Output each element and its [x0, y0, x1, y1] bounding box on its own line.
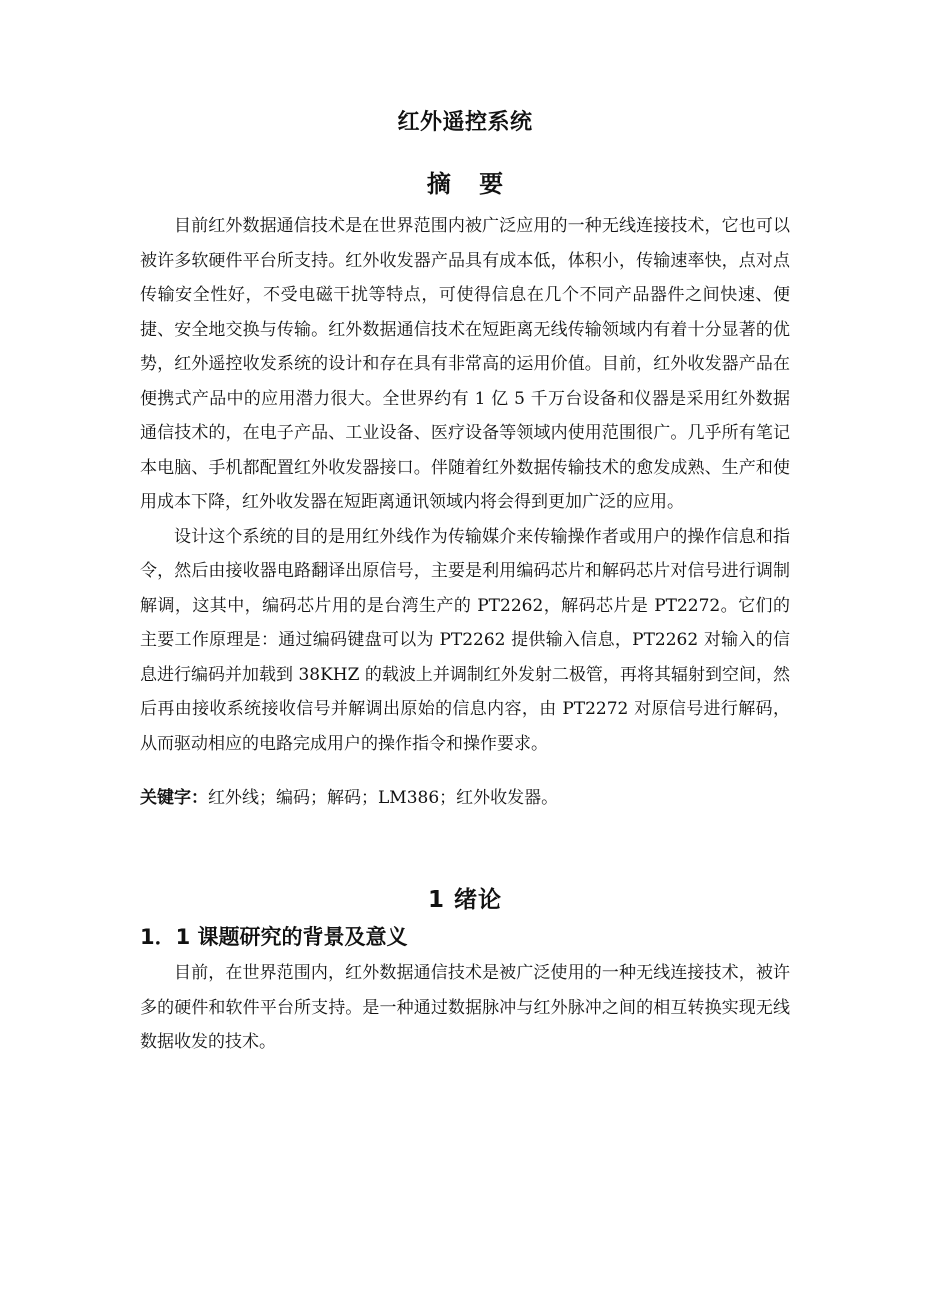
section-paragraph-1: 目前，在世界范围内，红外数据通信技术是被广泛使用的一种无线连接技术，被许多的硬件和软件平台所支持。是一种通过数据脉冲与红外脉冲之间的相互转换实现无线数据收发的技术。: [140, 963, 790, 1053]
keywords-label: 关键字：: [140, 788, 208, 809]
section-heading: 1 绪论: [427, 887, 502, 914]
keywords-text: 红外线；编码；解码；LM386；红外收发器。: [208, 788, 559, 809]
document-title: 红外遥控系统: [397, 110, 533, 135]
subsection-heading: 1．1 课题研究的背景及意义: [140, 924, 408, 949]
abstract-paragraph-2: 设计这个系统的目的是用红外线作为传输媒介来传输操作者或用户的操作信息和指令，然后由接收器电路翻译出原信号，主要是利用编码芯片和解码芯片对信号进行调制解调，这其中，编码芯片用的是台湾生产的 PT2262，解码芯片是 PT2272。它们的主要工作原理是：通过编码键盘可以为 PT2262 提供输入信息，PT2262 对输入的信息进行编码并加载到 38KHZ 的载波上并调制红外发射二极管，再将其辐射到空间，然后再由接收系统接收信号并解调出原始的信息内容，由 PT2272 对原信号进行解码，从而驱动相应的电路完成用户的操作指令和操作要求。: [140, 526, 790, 754]
abstract-paragraph-1: 目前红外数据通信技术是在世界范围内被广泛应用的一种无线连接技术，它也可以被许多软硬件平台所支持。红外收发器产品具有成本低，体积小，传输速率快，点对点传输安全性好，不受电磁干扰等特点，可使得信息在几个不同产品器件之间快速、便捷、安全地交换与传输。红外数据通信技术在短距离无线传输领域内有着十分显著的优势，红外遥控收发系统的设计和存在具有非常高的运用价值。目前，红外收发器产品在便携式产品中的应用潜力很大。全世界约有 1 亿 5 千万台设备和仪器是采用红外数据通信技术的，在电子产品、工业设备、医疗设备等领域内使用范围很广。几乎所有笔记本电脑、手机都配置红外收发器接口。伴随着红外数据传输技术的愈发成熟、生产和使用成本下降，红外收发器在短距离通讯领域内将会得到更加广泛的应用。: [140, 216, 790, 513]
abstract-heading: 摘 要: [426, 170, 514, 199]
section-body: [140, 956, 790, 1060]
abstract-body: [140, 209, 790, 761]
page-content: [140, 110, 790, 1060]
keywords-line: [140, 781, 790, 815]
